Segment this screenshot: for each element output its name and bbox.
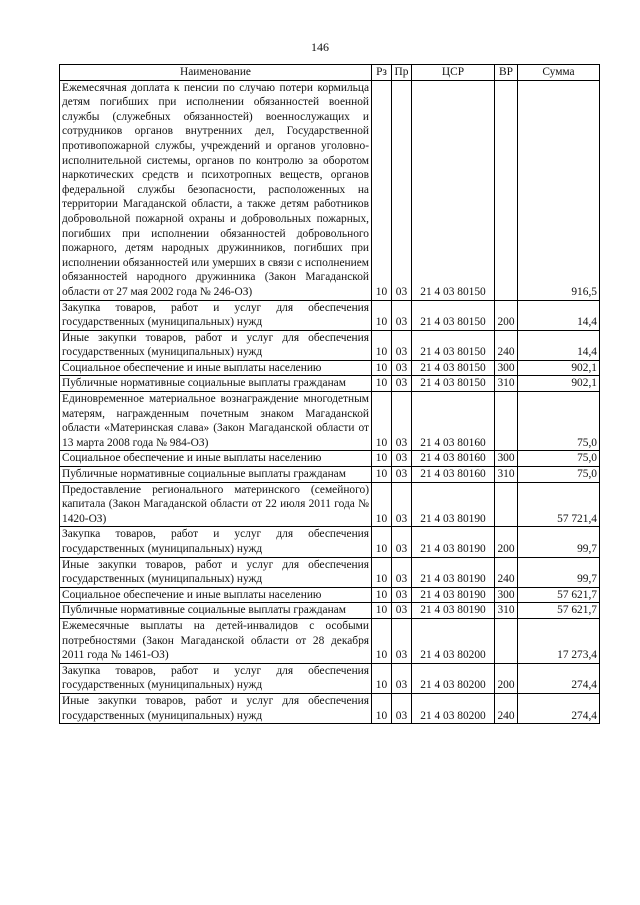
csr-cell: 21 4 03 80200 [412,663,495,693]
vr-cell: 300 [495,451,518,467]
rz-cell: 10 [372,663,392,693]
pr-cell: 03 [392,451,412,467]
pr-cell: 03 [392,557,412,587]
sum-cell: 99,7 [518,557,600,587]
sum-cell: 14,4 [518,330,600,360]
sum-cell: 57 721,4 [518,482,600,527]
pr-cell: 03 [392,360,412,376]
table-row [60,527,600,557]
name-cell: Закупка товаров, работ и услуг для обеспечения государственных (муниципальных) нужд [60,527,372,557]
pr-cell: 03 [392,467,412,483]
sum-cell: 274,4 [518,693,600,723]
vr-cell: 200 [495,527,518,557]
rz-cell: 10 [372,618,392,663]
csr-cell: 21 4 03 80160 [412,392,495,451]
name-cell: Закупка товаров, работ и услуг для обеспечения государственных (муниципальных) нужд [60,663,372,693]
csr-cell: 21 4 03 80190 [412,482,495,527]
table-row [60,80,600,300]
csr-cell: 21 4 03 80160 [412,467,495,483]
name-cell: Закупка товаров, работ и услуг для обеспечения государственных (муниципальных) нужд [60,300,372,330]
pr-cell: 03 [392,392,412,451]
name-cell: Предоставление регионального материнского (семейного) капитала (Закон Магаданской области от 22 июля 2011 года № 1420-ОЗ) [60,482,372,527]
sum-cell: 902,1 [518,376,600,392]
vr-cell: 310 [495,467,518,483]
name-cell: Социальное обеспечение и иные выплаты населению [60,360,372,376]
rz-cell: 10 [372,603,392,619]
sum-cell: 75,0 [518,392,600,451]
sum-cell: 274,4 [518,663,600,693]
vr-cell: 240 [495,557,518,587]
csr-cell: 21 4 03 80150 [412,376,495,392]
rz-cell: 10 [372,451,392,467]
csr-cell: 21 4 03 80190 [412,557,495,587]
pr-cell: 03 [392,527,412,557]
table-row [60,451,600,467]
table-row [60,392,600,451]
table-row [60,557,600,587]
sum-cell: 14,4 [518,300,600,330]
pr-cell: 03 [392,330,412,360]
csr-cell: 21 4 03 80190 [412,587,495,603]
name-cell: Иные закупки товаров, работ и услуг для обеспечения государственных (муниципальных) нужд [60,693,372,723]
rz-cell: 10 [372,527,392,557]
table-row [60,300,600,330]
rz-cell: 10 [372,330,392,360]
vr-cell: 300 [495,587,518,603]
pr-cell: 03 [392,618,412,663]
vr-cell: 310 [495,603,518,619]
rz-cell: 10 [372,80,392,300]
table-row [60,360,600,376]
page-number: 146 [311,40,329,54]
pr-cell: 03 [392,603,412,619]
table-row [60,693,600,723]
vr-cell [495,482,518,527]
table-row [60,587,600,603]
rz-cell: 10 [372,300,392,330]
rz-cell: 10 [372,693,392,723]
rz-cell: 10 [372,482,392,527]
rz-cell: 10 [372,376,392,392]
table-row [60,482,600,527]
csr-cell: 21 4 03 80150 [412,360,495,376]
sum-cell: 57 621,7 [518,587,600,603]
csr-cell: 21 4 03 80200 [412,693,495,723]
vr-cell: 200 [495,300,518,330]
rz-cell: 10 [372,587,392,603]
pr-cell: 03 [392,376,412,392]
table-body [60,80,600,724]
column-header-name: Наименование [60,65,372,81]
column-header-csr: ЦСР [412,65,495,81]
sum-cell: 75,0 [518,451,600,467]
csr-cell: 21 4 03 80150 [412,80,495,300]
table-row [60,467,600,483]
pr-cell: 03 [392,663,412,693]
vr-cell [495,392,518,451]
vr-cell: 200 [495,663,518,693]
table-row [60,376,600,392]
vr-cell: 240 [495,330,518,360]
name-cell: Публичные нормативные социальные выплаты гражданам [60,376,372,392]
table-row [60,330,600,360]
table-row [60,663,600,693]
column-header-rz: Рз [372,65,392,81]
rz-cell: 10 [372,467,392,483]
name-cell: Публичные нормативные социальные выплаты гражданам [60,467,372,483]
sum-cell: 57 621,7 [518,603,600,619]
csr-cell: 21 4 03 80190 [412,527,495,557]
name-cell: Социальное обеспечение и иные выплаты населению [60,451,372,467]
pr-cell: 03 [392,300,412,330]
pr-cell: 03 [392,693,412,723]
column-header-vr: ВР [495,65,518,81]
table-row [60,618,600,663]
csr-cell: 21 4 03 80160 [412,451,495,467]
rz-cell: 10 [372,360,392,376]
budget-table [59,64,600,724]
name-cell: Иные закупки товаров, работ и услуг для обеспечения государственных (муниципальных) нужд [60,330,372,360]
rz-cell: 10 [372,392,392,451]
name-cell: Ежемесячная доплата к пенсии по случаю потери кормильца детям погибших при исполнении обязанностей военной службы (служебных обязанностей) военнослужащих и сотрудников органов внутренних дел, Государственной противопожарной службы, учреждений и органов уголовно-исполнительной системы, органов по контролю за оборотом наркотических средств и психотропных веществ, органов федеральной службы безопасности, расположенных на территории Магаданской области, а также детям работников добровольной пожарной охраны и добровольных пожарных, погибших при исполнении обязанностей добровольного пожарного, детям народных дружинников, погибших при исполнении обязанностей или умерших в связи с исполнением обязанностей народного дружинника (Закон Магаданской области от 27 мая 2002 года № 246-ОЗ) [60,80,372,300]
pr-cell: 03 [392,482,412,527]
rz-cell: 10 [372,557,392,587]
pr-cell: 03 [392,587,412,603]
sum-cell: 99,7 [518,527,600,557]
csr-cell: 21 4 03 80200 [412,618,495,663]
sum-cell: 902,1 [518,360,600,376]
vr-cell [495,618,518,663]
column-header-sum: Сумма [518,65,600,81]
name-cell: Публичные нормативные социальные выплаты гражданам [60,603,372,619]
vr-cell: 240 [495,693,518,723]
name-cell: Единовременное материальное вознаграждение многодетным матерям, награжденным почетным знаком Магаданской области «Материнская слава» (Закон Магаданской области от 13 марта 2008 года № 984-ОЗ) [60,392,372,451]
csr-cell: 21 4 03 80150 [412,330,495,360]
sum-cell: 916,5 [518,80,600,300]
csr-cell: 21 4 03 80150 [412,300,495,330]
column-header-pr: Пр [392,65,412,81]
sum-cell: 75,0 [518,467,600,483]
csr-cell: 21 4 03 80190 [412,603,495,619]
sum-cell: 17 273,4 [518,618,600,663]
name-cell: Социальное обеспечение и иные выплаты населению [60,587,372,603]
pr-cell: 03 [392,80,412,300]
table-row [60,603,600,619]
vr-cell: 300 [495,360,518,376]
name-cell: Ежемесячные выплаты на детей-инвалидов с особыми потребностями (Закон Магаданской области от 28 декабря 2011 года № 1461-ОЗ) [60,618,372,663]
table-header-row [60,65,600,81]
name-cell: Иные закупки товаров, работ и услуг для обеспечения государственных (муниципальных) нужд [60,557,372,587]
vr-cell [495,80,518,300]
vr-cell: 310 [495,376,518,392]
